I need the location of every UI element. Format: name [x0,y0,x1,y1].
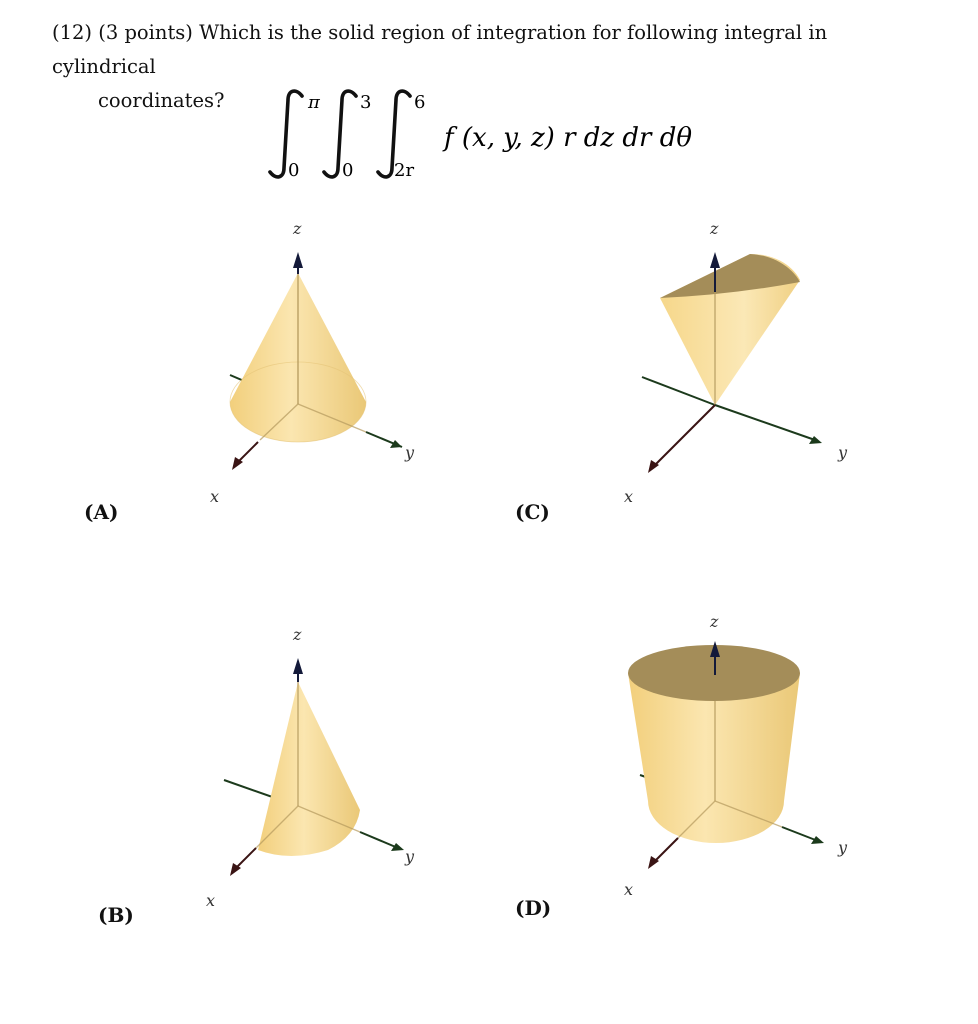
middle-lower-limit: 0 [342,160,354,181]
z-arrow [293,658,303,674]
z-axis-label: z [710,219,719,238]
outer-upper-limit: π [308,92,320,113]
y-axis-label: y [405,847,415,866]
z-arrow [293,252,303,268]
y-axis-label: y [838,443,848,462]
z-axis-label: z [293,219,302,238]
x-axis-label: x [624,880,634,899]
question-line-1: (12) (3 points) Which is the solid region of integration for following integral in cylindrical [52,21,828,78]
figure-d[interactable] [560,605,880,925]
x-axis [652,405,715,468]
z-axis-label: z [293,625,302,644]
integrand: f (x, y, z) r dz dr dθ [444,123,693,153]
y-axis [360,832,398,848]
figure-b[interactable] [140,610,440,930]
z-axis-label: z [710,612,719,631]
z-arrow [710,252,720,268]
middle-upper-limit: 3 [360,92,372,113]
figure-a[interactable] [140,200,440,520]
option-c-label[interactable]: (C) [515,500,550,524]
inner-upper-limit: 6 [414,92,426,113]
x-axis-label: x [624,487,634,506]
y-axis-label: y [838,838,848,857]
figure-c[interactable] [560,200,880,520]
inner-lower-limit: 2r [394,160,415,181]
option-d-label[interactable]: (D) [515,896,552,920]
option-b-label[interactable]: (B) [98,903,134,927]
y-axis [715,405,815,440]
x-axis-label: x [210,487,220,506]
question-line-2: coordinates? [98,89,225,112]
y-axis-label: y [405,443,415,462]
y-axis [782,827,818,841]
option-a-label[interactable]: (A) [84,500,119,524]
triple-integral [262,84,722,184]
x-axis-label: x [206,891,216,910]
outer-lower-limit: 0 [288,160,300,181]
